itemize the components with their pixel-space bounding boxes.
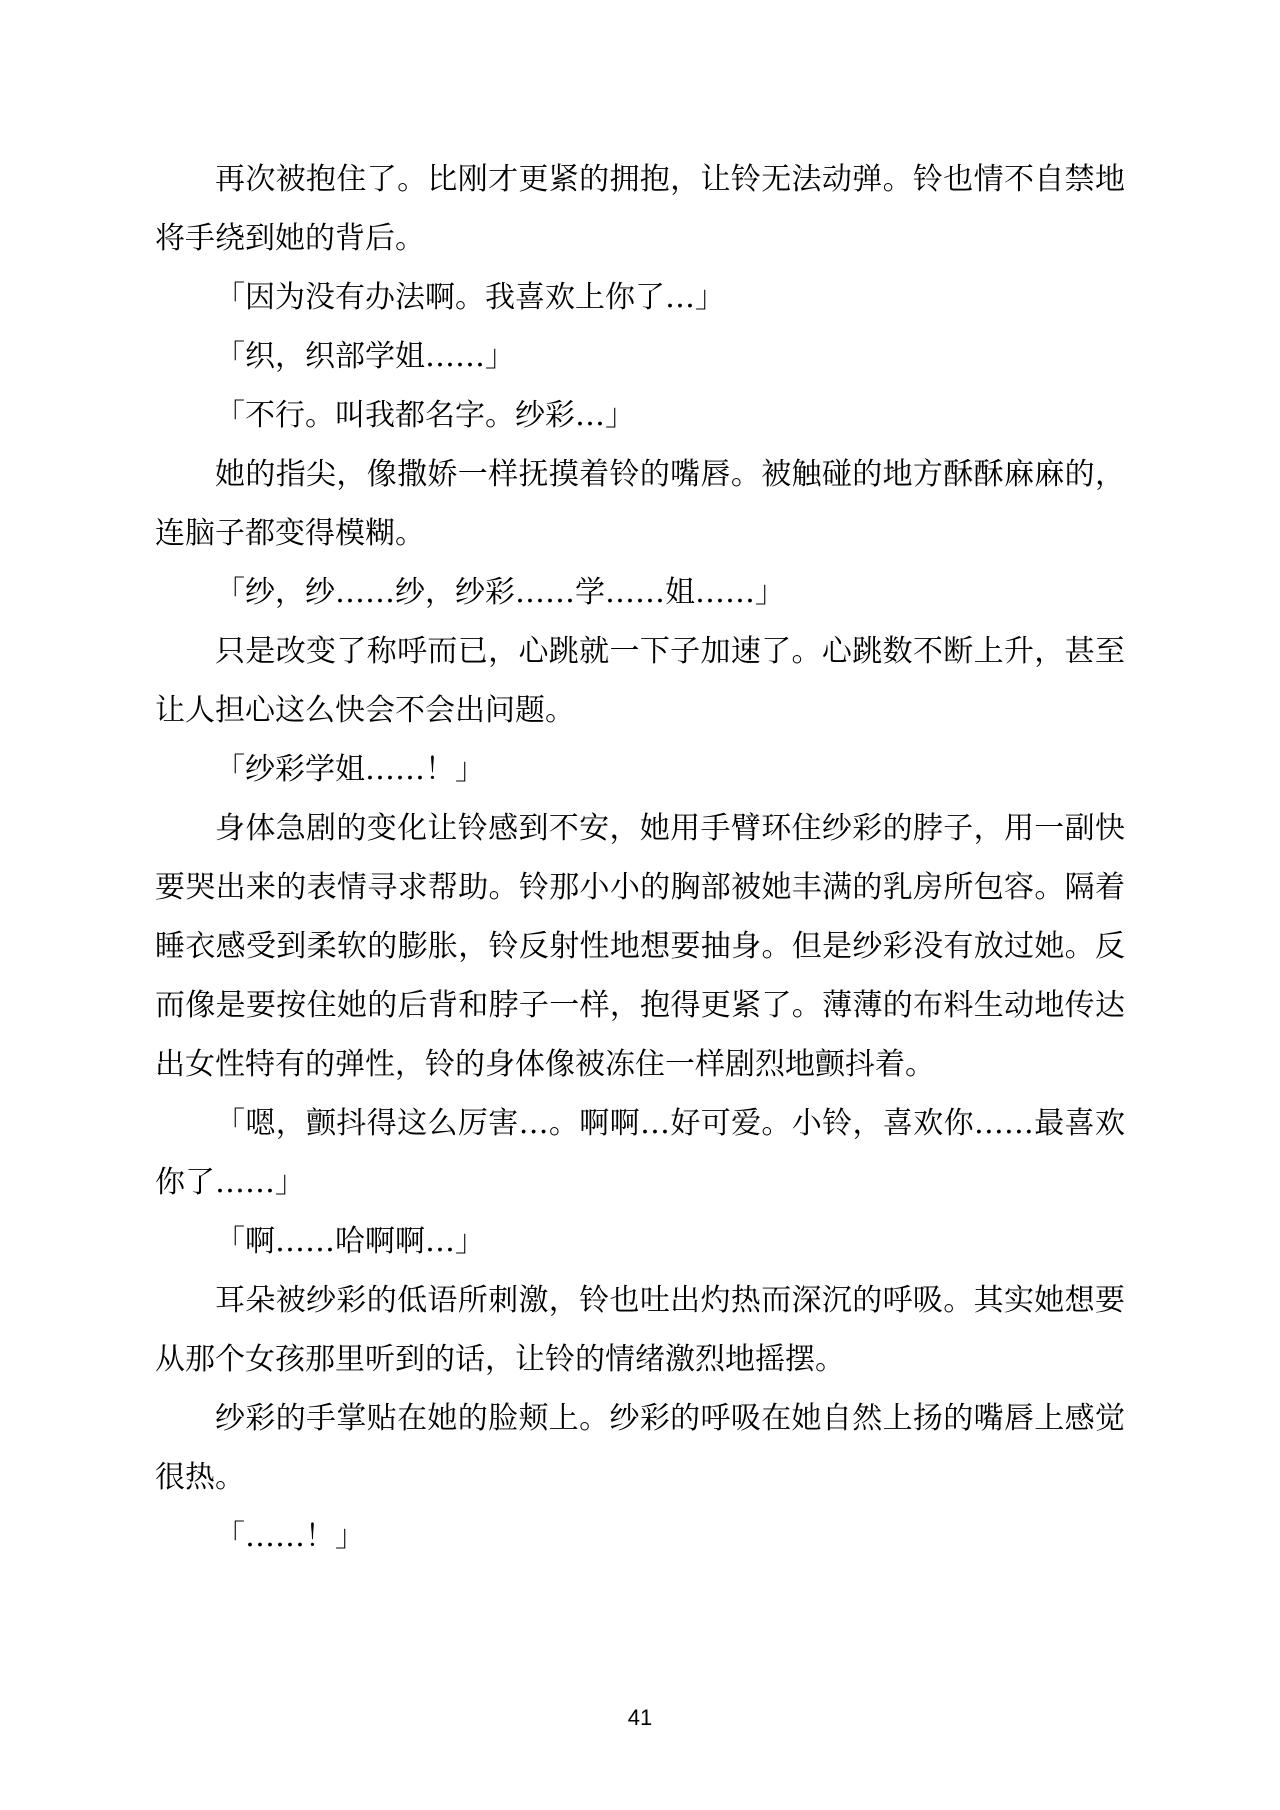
paragraph: 她的指尖，像撒娇一样抚摸着铃的嘴唇。被触碰的地方酥酥麻麻的，连脑子都变得模糊。 [155, 457, 1125, 551]
paragraph: 耳朵被纱彩的低语所刺激，铃也吐出灼热而深沉的呼吸。其实她想要从那个女孩那里听到的话，让铃的情绪激烈地摇摆。 [155, 1283, 1125, 1377]
paragraph: 「因为没有办法啊。我喜欢上你了…」 [215, 280, 725, 315]
paragraph: 「……！」 [215, 1519, 365, 1554]
paragraph: 身体急剧的变化让铃感到不安，她用手臂环住纱彩的脖子，用一副快要哭出来的表情寻求帮助。铃那小小的胸部被她丰满的乳房所包容。隔着睡衣感受到柔软的膨胀，铃反射性地想要抽身。但是纱彩没有放过她。反而像是要按住她的后背和脖子一样，抱得更紧了。薄薄的布料生动地传达出女性特有的弹性，铃的身体像被冻住一样剧烈地颤抖着。 [155, 811, 1125, 1082]
paragraph: 只是改变了称呼而已，心跳就一下子加速了。心跳数不断上升，甚至让人担心这么快会不会出问题。 [155, 634, 1125, 728]
paragraph: 「啊……哈啊啊…」 [215, 1224, 485, 1259]
paragraph: 「嗯，颤抖得这么厉害…。啊啊…好可爱。小铃，喜欢你……最喜欢你了……」 [155, 1106, 1125, 1200]
paragraph: 「纱彩学姐……！」 [215, 752, 485, 787]
page-body [155, 150, 1125, 1566]
paragraph: 「织，织部学姐……」 [215, 339, 515, 374]
paragraph: 再次被抱住了。比刚才更紧的拥抱，让铃无法动弹。铃也情不自禁地将手绕到她的背后。 [155, 162, 1125, 256]
paragraph: 纱彩的手掌贴在她的脸颊上。纱彩的呼吸在她自然上扬的嘴唇上感觉很热。 [155, 1401, 1125, 1495]
page-number: 41 [627, 1705, 653, 1730]
paragraph: 「不行。叫我都名字。纱彩…」 [215, 398, 635, 433]
paragraph: 「纱，纱……纱，纱彩……学……姐……」 [215, 575, 785, 610]
